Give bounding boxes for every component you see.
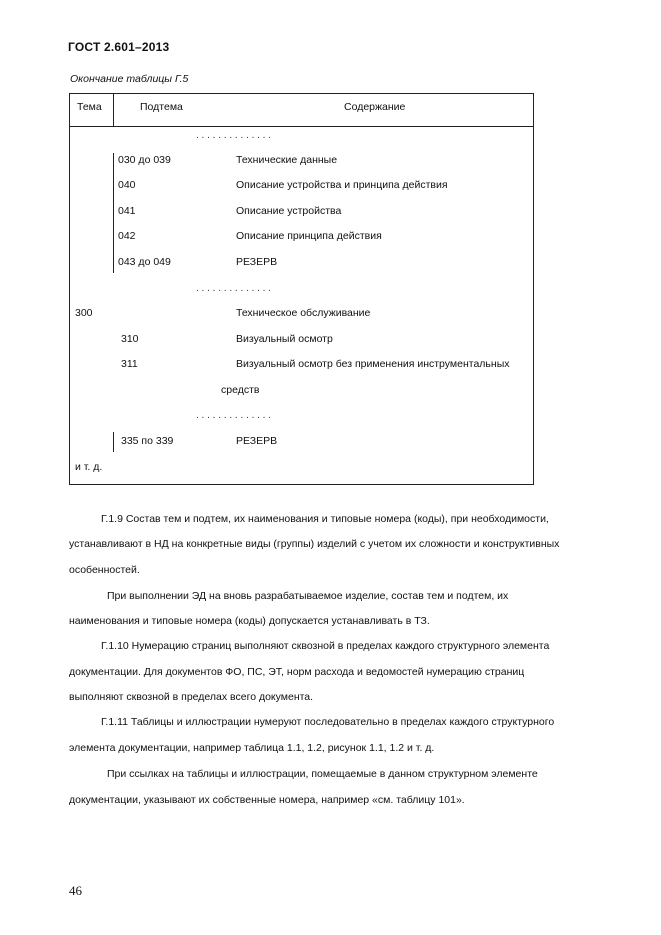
table-cell-content: Описание принципа действия bbox=[236, 230, 382, 242]
table-cell-content: Визуальный осмотр без применения инструментальных bbox=[236, 358, 510, 370]
table-cell-subtopic: 335 по 339 bbox=[121, 435, 174, 447]
table-header-divider bbox=[69, 126, 534, 127]
table-cell-content-continuation: средств bbox=[221, 384, 260, 396]
paragraph-line: устанавливают в НД на конкретные виды (группы) изделий с учетом их сложности и конструктивных bbox=[69, 538, 560, 550]
document-title: ГОСТ 2.601–2013 bbox=[68, 40, 170, 54]
header-col-divider-1 bbox=[113, 93, 114, 127]
table-cell-content: РЕЗЕРВ bbox=[236, 435, 278, 447]
table-cell-subtopic: 040 bbox=[118, 179, 136, 191]
table-ellipsis: . . . . . . . . . . . . . . bbox=[196, 130, 272, 141]
table-cell-subtopic: 042 bbox=[118, 230, 136, 242]
paragraph-line: Г.1.10 Нумерацию страниц выполняют сквозной в пределах каждого структурного элемента bbox=[101, 640, 550, 652]
column-header-content: Содержание bbox=[344, 101, 406, 113]
table-frame bbox=[69, 93, 534, 485]
table-footer-text: и т. д. bbox=[75, 461, 103, 473]
table-cell-subtopic: 310 bbox=[121, 333, 139, 345]
subtopic-bracket-2 bbox=[113, 432, 114, 452]
paragraph-line: Г.1.11 Таблицы и иллюстрации нумеруют последовательно в пределах каждого структурного bbox=[101, 716, 555, 728]
table-cell-content: Описание устройства и принципа действия bbox=[236, 179, 448, 191]
paragraph-line: особенностей. bbox=[69, 564, 140, 576]
table-cell-content: Техническое обслуживание bbox=[236, 307, 371, 319]
paragraph-line: документации, указывают их собственные номера, например «см. таблицу 101». bbox=[69, 794, 465, 806]
paragraph-line: выполняют сквозной в пределах всего документа. bbox=[69, 691, 314, 703]
table-cell-topic: 300 bbox=[75, 307, 93, 319]
paragraph-line: При ссылках на таблицы и иллюстрации, помещаемые в данном структурном элементе bbox=[107, 768, 538, 780]
paragraph-line: Г.1.9 Состав тем и подтем, их наименования и типовые номера (коды), при необходимости, bbox=[101, 513, 549, 525]
table-ellipsis: . . . . . . . . . . . . . . bbox=[196, 283, 272, 294]
paragraph-line: наименования и типовые номера (коды) допускается устанавливать в ТЗ. bbox=[69, 615, 430, 627]
table-cell-content: Технические данные bbox=[236, 154, 338, 166]
table-cell-content: Визуальный осмотр bbox=[236, 333, 333, 345]
table-cell-subtopic: 043 до 049 bbox=[118, 256, 171, 268]
table-cell-subtopic: 041 bbox=[118, 205, 136, 217]
paragraph-line: документации. Для документов ФО, ПС, ЭТ, норм расхода и ведомостей нумерацию страниц bbox=[69, 666, 525, 678]
subtopic-bracket-1 bbox=[113, 153, 114, 273]
table-cell-subtopic: 030 до 039 bbox=[118, 154, 171, 166]
table-ellipsis: . . . . . . . . . . . . . . bbox=[196, 410, 272, 421]
table-cell-content: РЕЗЕРВ bbox=[236, 256, 278, 268]
table-cell-content: Описание устройства bbox=[236, 205, 342, 217]
column-header-subtopic: Подтема bbox=[140, 101, 183, 113]
table-cell-subtopic: 311 bbox=[121, 358, 138, 370]
column-header-topic: Тема bbox=[77, 101, 102, 113]
page-number: 46 bbox=[69, 883, 82, 898]
table-caption: Окончание таблицы Г.5 bbox=[70, 73, 189, 85]
paragraph-line: При выполнении ЭД на вновь разрабатываемое изделие, состав тем и подтем, их bbox=[107, 590, 509, 602]
paragraph-line: элемента документации, например таблица 1.1, 1.2, рисунок 1.1, 1.2 и т. д. bbox=[69, 742, 435, 754]
